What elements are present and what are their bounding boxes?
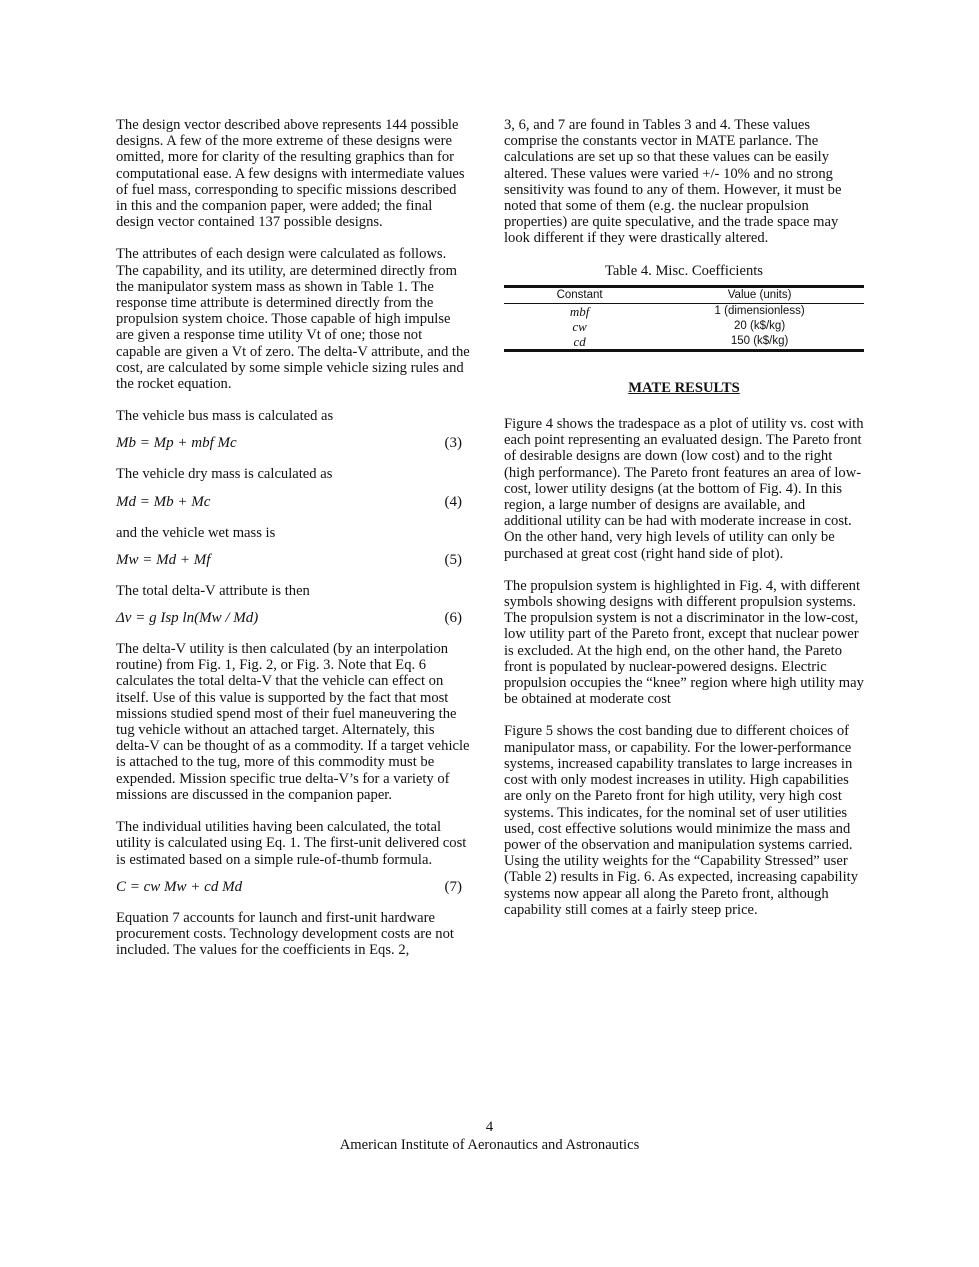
table-cell-value: 150 (k$/kg) bbox=[730, 334, 789, 347]
equation-5 bbox=[116, 547, 470, 573]
paragraph-delta-v: The total delta-V attribute is then bbox=[116, 582, 310, 599]
paragraph-attributes: The attributes of each design were calculated as follows. The capability, and its utility, are determined directly from the manipulator system mass as shown in Table 1. The response time attribute is determined directly from the propulsion system choice. Those capable of high impulse are given a response time utility Vt of one; those not capable are given a Vt of zero. The delta-V attribute, and the cost, are calculated by some simple vehicle sizing rules and the rocket equation. bbox=[116, 246, 470, 393]
table-cell-constant: cw bbox=[572, 318, 587, 334]
equation-7 bbox=[116, 874, 470, 900]
paragraph-delta-v-utility: The delta-V utility is then calculated (by an interpolation routine) from Fig. 1, Fig. 2, or Fig. 3. Note that Eq. 6 calculates the total delta-V that the vehicle can effect on itself. Use of this value is supported by the fact that most missions studied spend most of their fuel maneuvering the tug vehicle without an attached target. Alternately, this delta-V can be thought of as a commodity. If a target vehicle is attached to the tug, more of this commodity must be expended. Mission specific true delta-V’s for a variety of missions are discussed in the companion paper. bbox=[116, 641, 470, 803]
right-column bbox=[504, 117, 864, 934]
table-row bbox=[504, 334, 864, 349]
equation-3-number: (3) bbox=[444, 435, 462, 452]
table-bottom-rule bbox=[504, 349, 864, 352]
equation-7-text: C = cw Mw + cd Md bbox=[116, 878, 243, 895]
page-footer bbox=[0, 1118, 979, 1154]
equation-3 bbox=[116, 430, 470, 456]
equation-4 bbox=[116, 489, 470, 515]
paragraph-cost-banding: Figure 5 shows the cost banding due to different choices of manipulator mass, or capability. For the lower-performance systems, increased capability translates to large increases in cost with only modest increases in utility. High capabilities are only on the Pareto front for high utility, very high cost systems. This indicates, for the nominal set of user utilities used, cost effective solutions would minimize the mass and power of the observation and manipulation systems carried. Using the utility weights for the “Capability Stressed” user (Table 2) results in Fig. 6. As expected, increasing capability systems now appear all along the Pareto front, although capability still comes at a fairly steep price. bbox=[504, 723, 858, 918]
table-row bbox=[504, 319, 864, 334]
table-cell-value: 1 (dimensionless) bbox=[714, 304, 805, 317]
paragraph-propulsion: The propulsion system is highlighted in Fig. 4, with different symbols showing designs with different propulsion systems. The propulsion system is not a discriminator in the low-cost, low utility part of the Pareto front, except that nuclear power is excluded. At the high end, on the other hand, the Pareto front is populated by nuclear-powered designs. Electric propulsion occupies the “knee” region where high utility may be obtained at moderate cost bbox=[504, 577, 864, 708]
table-row bbox=[504, 304, 864, 319]
equation-6-number: (6) bbox=[444, 609, 462, 626]
section-heading: MATE RESULTS bbox=[628, 379, 740, 396]
paragraph-constants: 3, 6, and 7 are found in Tables 3 and 4. These values comprise the constants vector in MATE parlance. The calculations are set up so that these values can be easily altered. These values were varied +/- 10% and no strong sensitivity was found to any of them. However, it must be noted that some of them (e.g. the nuclear propulsion properties) are quite speculative, and the trade space may look different if they were drastically altered. bbox=[504, 117, 842, 247]
left-column bbox=[116, 117, 470, 974]
footer-organization: American Institute of Aeronautics and Astronautics bbox=[339, 1137, 640, 1153]
table-header-cell: Value (units) bbox=[727, 288, 792, 301]
paragraph-equation-7-notes: Equation 7 accounts for launch and first-unit hardware procurement costs. Technology development costs are not included. The values for the coefficients in Eqs. 2, bbox=[116, 909, 454, 959]
paragraph-total-utility: The individual utilities having been calculated, the total utility is calculated using Eq. 1. The first-unit delivered cost is estimated based on a simple rule-of-thumb formula. bbox=[116, 819, 467, 868]
paragraph-dry-mass: The vehicle dry mass is calculated as bbox=[116, 466, 333, 483]
paragraph-bus-mass: The vehicle bus mass is calculated as bbox=[116, 408, 334, 425]
equation-6-text: Δv = g Isp ln(Mw / Md) bbox=[116, 609, 259, 626]
misc-coefficients-table bbox=[504, 288, 864, 349]
paragraph-tradespace: Figure 4 shows the tradespace as a plot of utility vs. cost with each point representing an evaluated design. The Pareto front of desirable designs are down (low cost) and to the right (high performance). The Pareto front features an area of low-cost, lower utility designs (at the bottom of Fig. 4). In this region, a large number of designs are available, and additional utility can be had with moderate increase in cost. On the other hand, very high levels of utility can only be purchased at great cost (right hand side of plot). bbox=[504, 416, 864, 562]
paragraph-design-vector: The design vector described above represents 144 possible designs. A few of the more extreme of these designs were omitted, more for clarity of the resulting graphics than for computational ease. A few designs with intermediate values of fuel mass, corresponding to specific missions described in this and the companion paper, were added; the final design vector contained 137 possible designs. bbox=[116, 117, 465, 231]
table-cell-value: 20 (k$/kg) bbox=[734, 319, 786, 332]
equation-3-text: Mb = Mp + mbf Mc bbox=[116, 435, 237, 452]
equation-4-text: Md = Mb + Mc bbox=[116, 493, 211, 510]
table-cell-constant: mbf bbox=[569, 303, 590, 319]
equation-4-number: (4) bbox=[444, 493, 462, 510]
table-header-cell: Constant bbox=[556, 288, 603, 301]
table-header-row bbox=[504, 288, 864, 303]
equation-7-number: (7) bbox=[444, 878, 462, 895]
equation-5-number: (5) bbox=[444, 551, 462, 568]
equation-5-text: Mw = Md + Mf bbox=[116, 551, 211, 568]
equation-6 bbox=[116, 605, 470, 631]
table-cell-constant: cd bbox=[573, 333, 586, 349]
paragraph-wet-mass: and the vehicle wet mass is bbox=[116, 524, 276, 541]
table-caption: Table 4. Misc. Coefficients bbox=[605, 262, 763, 279]
page-number: 4 bbox=[485, 1119, 494, 1135]
